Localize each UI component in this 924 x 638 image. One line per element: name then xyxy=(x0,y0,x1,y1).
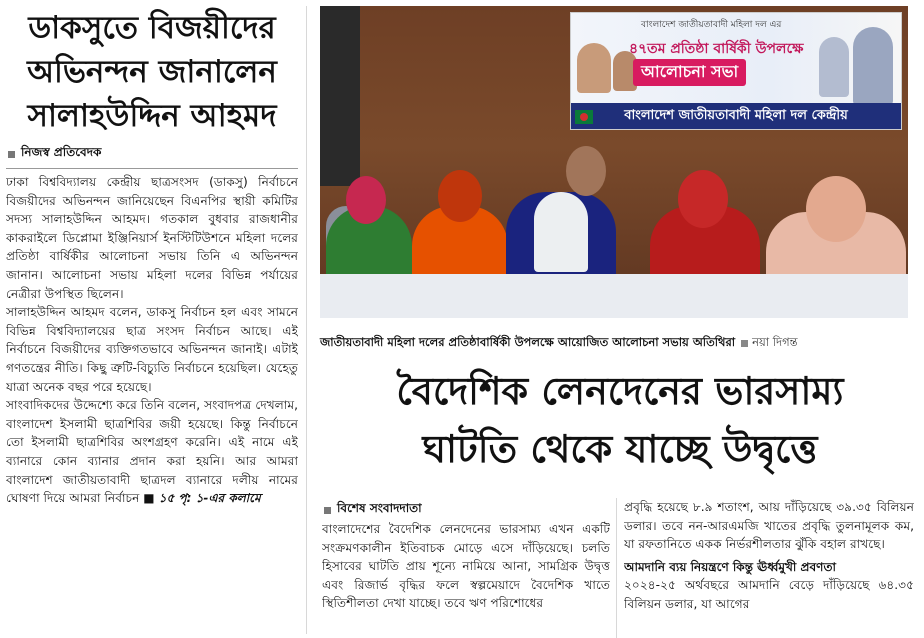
left-headline-line: অভিনন্দন জানালেন xyxy=(27,54,277,90)
main-article-col2 xyxy=(624,498,914,638)
column-divider xyxy=(616,498,617,638)
paragraph: সালাহউদ্দিন আহমদ বলেন, ডাকসু নির্বাচন হল এবং সামনে বিভিন্ন বিশ্ববিদ্যালয়ের ছাত্র সংসদ নির্বাচন আছে। এই নির্বাচনে বিজয়ীদের ব্যক্তিগতভাবে অভিনন্দন জানাই। এটাই গণতন্ত্রের নীতি। কিছু ত্রুটি-বিচ্যুতি নির্বাচনে হয়েছিল। যেহেতু যাত্রা অনেক বছর পরে হয়েছে। xyxy=(6,305,298,394)
bullet-square-icon xyxy=(8,151,15,158)
main-byline xyxy=(324,500,422,520)
person-head xyxy=(346,176,386,224)
left-headline xyxy=(6,6,298,138)
paragraph: প্রবৃদ্ধি হয়েছে ৮.৯ শতাংশ, আয় দাঁড়িয়েছে ৩৯.৩৫ বিলিয়ন ডলার। তবে নন-আরএমজি খাতের প্রবৃদ্ধি তুলনামূলক কম, যা রফতানিতে একক নির্ভরশীলতার ঝুঁকি বহাল রাখছে। xyxy=(624,500,914,552)
photo-credit-text: নয়া দিগন্ত xyxy=(752,335,798,349)
left-byline-text: নিজস্ব প্রতিবেদক xyxy=(21,145,102,159)
left-article xyxy=(6,6,298,638)
continuation-link[interactable]: ■ ১৫ পৃ: ১-এর কলামে xyxy=(143,491,261,506)
banner-line: আলোচনা সভা xyxy=(633,59,746,86)
photo-caption xyxy=(320,334,920,353)
divider xyxy=(6,168,298,169)
left-body xyxy=(6,173,298,508)
news-photo xyxy=(320,6,908,318)
person-head xyxy=(438,170,482,222)
paragraph: বাংলাদেশের বৈদেশিক লেনদেনের ভারসাম্য এখন একটি সংক্রমণকালীন ইতিবাচক মোড়ে এসে দাঁড়িয়েছে। চলতি হিসাবের ঘাটতি প্রায় শূন্যে নামিয়ে আনা, সামগ্রিক উদ্বৃত্ত এবং রিজার্ভ বৃদ্ধির ফলে স্বল্পমেয়াদে বৈদেশিক খাতে স্থিতিশীলতা দেখা যাচ্ছে। তবে ঋণ পরিশোধের xyxy=(322,522,610,611)
subheading: আমদানি ব্যয় নিয়ন্ত্রণে কিন্তু ঊর্ধ্বমুখী প্রবণতা xyxy=(624,559,836,574)
person-head xyxy=(566,146,606,196)
left-headline-line: ডাকসুতে বিজয়ীদের xyxy=(28,10,276,46)
person-figure xyxy=(534,192,588,272)
photo-credit xyxy=(741,334,797,353)
paragraph: ঢাকা বিশ্ববিদ্যালয় কেন্দ্রীয় ছাত্রসংসদ (ডাকসু) নির্বাচনে বিজয়ীদের অভিনন্দন জানিয়েছেন বিএনপির স্থায়ী কমিটির সদস্য সালাহউদ্দিন আহমদ। গতকাল বুধবার রাজধানীর কাকরাইলে ডিপ্লোমা ইঞ্জিনিয়ার্স ইনস্টিটিউশনে মহিলা দলের প্রতিষ্ঠা বার্ষিকীর আলোচনা সভায় তিনি এ অভিনন্দন জানান। আলোচনা সভায় মহিলা দলের বিভিন্ন পর্যায়ের নেত্রীরা উপস্থিত ছিলেন। xyxy=(6,175,298,301)
banner-footer xyxy=(571,103,901,129)
flag-icon xyxy=(575,110,593,124)
person-head xyxy=(678,170,728,228)
main-article-col1 xyxy=(322,520,610,638)
column-divider xyxy=(306,6,307,634)
photo-window xyxy=(320,6,360,186)
bullet-square-icon xyxy=(324,507,331,514)
paragraph-text: সাংবাদিকদের উদ্দেশ্যে করে তিনি বলেন, সংবাদপত্র দেখলাম, বাংলাদেশ ইসলামী ছাত্রশিবির জয়ী হয়েছে। কিন্তু নির্বাচনে তো ইসলামী ছাত্রশিবির অংশগ্রহণ করেনি। এই নামে এই ব্যানারে কোন ব্যানার প্রদান করা হয়নি। আর আমরা বাংলাদেশ জাতীয়তাবাদী ছাত্রদল ব্যানারে দলীয় নামের ঘোষণা দিয়ে আমরা নির্বাচন xyxy=(6,398,298,506)
caption-text: জাতীয়তাবাদী মহিলা দলের প্রতিষ্ঠাবার্ষিকী উপলক্ষে আয়োজিত আলোচনা সভায় অতিথিরা xyxy=(320,335,736,349)
main-headline-line: ঘাটতি থেকে যাচ্ছে উদ্বৃত্তে xyxy=(422,426,818,471)
main-byline-text: বিশেষ সংবাদদাতা xyxy=(337,501,422,515)
photo-banner xyxy=(570,12,902,130)
left-headline-line: সালাহউদ্দিন আহমদ xyxy=(27,98,277,134)
bullet-square-icon xyxy=(741,340,748,347)
person-head xyxy=(806,176,866,242)
banner-portrait xyxy=(819,37,849,97)
main-headline-line: বৈদেশিক লেনদেনের ভারসাম্য xyxy=(396,368,844,413)
main-headline xyxy=(320,362,920,478)
paragraph xyxy=(6,396,298,508)
banner-line: ৪৭তম প্রতিষ্ঠা বার্ষিকী উপলক্ষে xyxy=(629,41,804,57)
banner-footer-text: বাংলাদেশ জাতীয়তাবাদী মহিলা দল কেন্দ্রীয় xyxy=(624,108,848,123)
banner-line: বাংলাদেশ জাতীয়তাবাদী মহিলা দল এর xyxy=(641,20,782,30)
conference-table xyxy=(320,274,908,318)
banner-portrait xyxy=(853,27,893,105)
left-byline xyxy=(8,144,298,164)
banner-portrait xyxy=(577,43,611,93)
paragraph: ২০২৪-২৫ অর্থবছরে আমদানি বেড়ে দাঁড়িয়েছে ৬৪.৩৫ বিলিয়ন ডলার, যা আগের xyxy=(624,578,914,611)
continuation-text: ১৫ পৃ: ১-এর কলামে xyxy=(158,491,261,506)
